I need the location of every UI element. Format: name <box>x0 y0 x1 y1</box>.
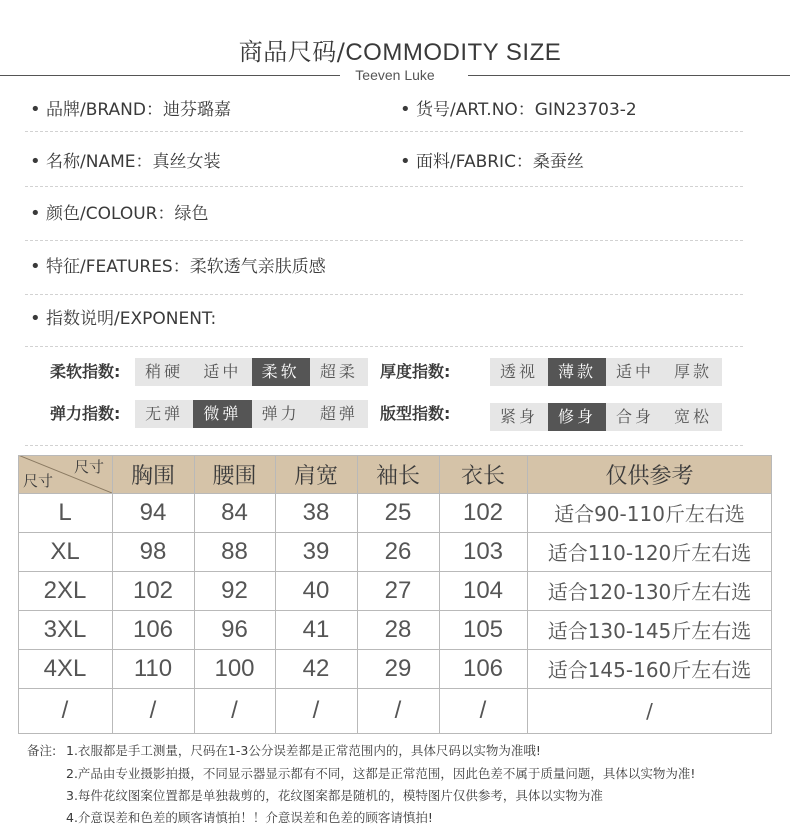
measurement-cell: / <box>394 697 402 724</box>
note-line-4: 4.介意误差和色差的顾客请慎拍！！介意误差和色差的顾客请慎拍! <box>66 810 433 825</box>
measurement-cell: 38 <box>302 498 330 526</box>
weight-reference: / <box>646 699 653 723</box>
measurement-cell: 106 <box>132 615 174 643</box>
size-label: 2XL <box>43 576 87 604</box>
bullet-icon: • <box>30 151 41 172</box>
measurement-cell: 39 <box>302 537 330 565</box>
info-brand <box>30 98 231 122</box>
measurement-cell: / <box>149 697 157 724</box>
note-line-2: 2.产品由专业摄影拍摄，不同显示器显示都有不同，这都是正常范围，因此色差不属于质量问题，具体以实物为准! <box>66 766 696 781</box>
softness-option-2: 适中 <box>203 362 242 381</box>
measurement-cell: 92 <box>221 576 248 604</box>
column-header: 肩宽 <box>275 455 357 493</box>
size-label: / <box>61 697 69 724</box>
measurement-cell: 98 <box>139 537 167 565</box>
page-title-cn: 商品尺码/ <box>238 38 346 66</box>
brand-tagline: Teeven Luke <box>355 67 435 83</box>
softness-label: 柔软指数: <box>50 362 121 381</box>
header-divider-right <box>468 75 790 76</box>
measurement-cell: 25 <box>384 498 412 526</box>
softness-index <box>135 358 368 386</box>
column-header: 胸围 <box>112 455 194 493</box>
grid-line <box>527 455 528 734</box>
measurement-cell: 26 <box>384 537 412 565</box>
info-name-text: 名称/NAME：真丝女装 <box>46 152 221 172</box>
table-corner <box>18 455 112 493</box>
elasticity-index <box>135 400 368 428</box>
measurement-cell: 29 <box>384 654 412 682</box>
info-exponent-text: 指数说明/EXPONENT: <box>46 309 217 329</box>
bullet-icon: • <box>30 99 41 120</box>
column-header: 衣长 <box>439 455 527 493</box>
column-header: 袖长 <box>357 455 439 493</box>
size-label: 4XL <box>43 654 87 682</box>
notes-label: 备注: <box>27 743 57 758</box>
info-colour-text: 颜色/COLOUR：绿色 <box>46 204 209 224</box>
grid-line <box>18 649 772 650</box>
grid-line <box>18 733 772 734</box>
weight-reference: 适合145-160斤左右选 <box>547 658 752 682</box>
info-fabric <box>400 150 584 174</box>
page-title-en: COMMODITY SIZE <box>345 39 562 66</box>
measurement-cell: / <box>231 697 238 724</box>
measurement-cell: 41 <box>302 615 330 643</box>
corner-bottom-label: 尺寸 <box>23 472 54 490</box>
info-colour <box>30 202 208 226</box>
size-label: 3XL <box>43 615 87 643</box>
divider <box>25 240 743 241</box>
measurement-cell: 27 <box>384 576 412 604</box>
info-art-no-text: 货号/ART.NO：GIN23703-2 <box>416 100 637 120</box>
fit-option-3: 合身 <box>615 407 654 426</box>
measurement-cell: 102 <box>132 576 174 604</box>
measurement-cell: 106 <box>462 654 504 682</box>
bullet-icon: • <box>400 151 411 172</box>
divider <box>25 294 743 295</box>
grid-line <box>194 455 195 734</box>
weight-reference: 适合110-120斤左右选 <box>547 541 752 565</box>
divider <box>25 131 743 132</box>
grid-line <box>771 455 772 734</box>
column-header: 腰围 <box>194 455 275 493</box>
grid-line <box>18 455 772 456</box>
measurement-cell: 104 <box>462 576 504 604</box>
thickness-label: 厚度指数: <box>380 362 451 381</box>
measurement-cell: 40 <box>302 576 330 604</box>
grid-line <box>18 688 772 689</box>
info-features <box>30 255 326 279</box>
softness-option-4: 超柔 <box>319 362 358 381</box>
page-title <box>0 32 790 67</box>
measurement-cell: 28 <box>384 615 412 643</box>
bullet-icon: • <box>30 203 41 224</box>
size-table <box>18 455 772 734</box>
measurement-cell: / <box>479 697 487 724</box>
size-label: XL <box>50 537 80 565</box>
elasticity-option-2: 微弹 <box>193 400 251 428</box>
elasticity-label: 弹力指数: <box>50 404 121 423</box>
weight-reference: 适合120-130斤左右选 <box>547 580 752 604</box>
bullet-icon: • <box>30 256 41 277</box>
info-brand-text: 品牌/BRAND：迪芬璐嘉 <box>46 100 231 120</box>
measurement-cell: 94 <box>139 498 167 526</box>
measurement-cell: 102 <box>462 498 504 526</box>
info-features-text: 特征/FEATURES：柔软透气亲肤质感 <box>46 257 326 277</box>
elasticity-option-1: 无弹 <box>145 404 184 423</box>
fit-label: 版型指数: <box>380 404 451 423</box>
thickness-option-3: 适中 <box>615 362 654 381</box>
info-art-no <box>400 98 637 122</box>
grid-line <box>18 493 772 494</box>
grid-line <box>275 455 276 734</box>
bullet-icon: • <box>30 308 41 329</box>
fit-index <box>490 403 722 431</box>
fit-option-4: 宽松 <box>673 407 712 426</box>
elasticity-option-4: 超弹 <box>319 404 358 423</box>
elasticity-option-3: 弹力 <box>261 404 300 423</box>
info-fabric-text: 面料/FABRIC：桑蚕丝 <box>416 152 584 172</box>
measurement-cell: 105 <box>462 615 504 643</box>
softness-option-1: 稍硬 <box>145 362 184 381</box>
grid-line <box>18 455 19 734</box>
thickness-index <box>490 358 722 386</box>
thickness-option-2: 薄款 <box>548 358 606 386</box>
grid-line <box>18 610 772 611</box>
thickness-option-1: 透视 <box>499 362 538 381</box>
measurement-cell: 103 <box>462 537 504 565</box>
info-name <box>30 150 220 174</box>
grid-line <box>357 455 358 734</box>
measurement-cell: 42 <box>302 654 330 682</box>
divider <box>25 346 743 347</box>
measurement-cell: 100 <box>214 654 255 682</box>
divider <box>25 186 743 187</box>
grid-line <box>112 455 113 734</box>
thickness-option-4: 厚款 <box>673 362 712 381</box>
measurement-cell: / <box>312 697 320 724</box>
weight-reference: 适合90-110斤左右选 <box>554 502 745 526</box>
weight-reference: 适合130-145斤左右选 <box>547 619 752 643</box>
grid-line <box>18 532 772 533</box>
column-header: 仅供参考 <box>527 455 772 493</box>
note-line-3: 3.每件花纹图案位置都是单独裁剪的，花纹图案都是随机的，模特图片仅供参考，具体以实物为准 <box>66 788 603 803</box>
fit-option-2: 修身 <box>548 403 606 431</box>
measurement-cell: 88 <box>221 537 248 565</box>
note-line-1: 1.衣服都是手工测量，尺码在1-3公分误差都是正常范围内的，具体尺码以实物为准哦! <box>66 743 541 758</box>
measurement-cell: 96 <box>221 615 248 643</box>
fit-option-1: 紧身 <box>499 407 538 426</box>
info-exponent <box>30 307 216 331</box>
divider <box>25 445 743 446</box>
bullet-icon: • <box>400 99 411 120</box>
header-divider-left <box>0 75 340 76</box>
size-label: L <box>58 498 72 526</box>
measurement-cell: 84 <box>221 498 248 526</box>
grid-line <box>18 571 772 572</box>
grid-line <box>439 455 440 734</box>
softness-option-3: 柔软 <box>252 358 310 386</box>
measurement-cell: 110 <box>133 654 173 682</box>
corner-top-label: 尺寸 <box>73 458 104 476</box>
